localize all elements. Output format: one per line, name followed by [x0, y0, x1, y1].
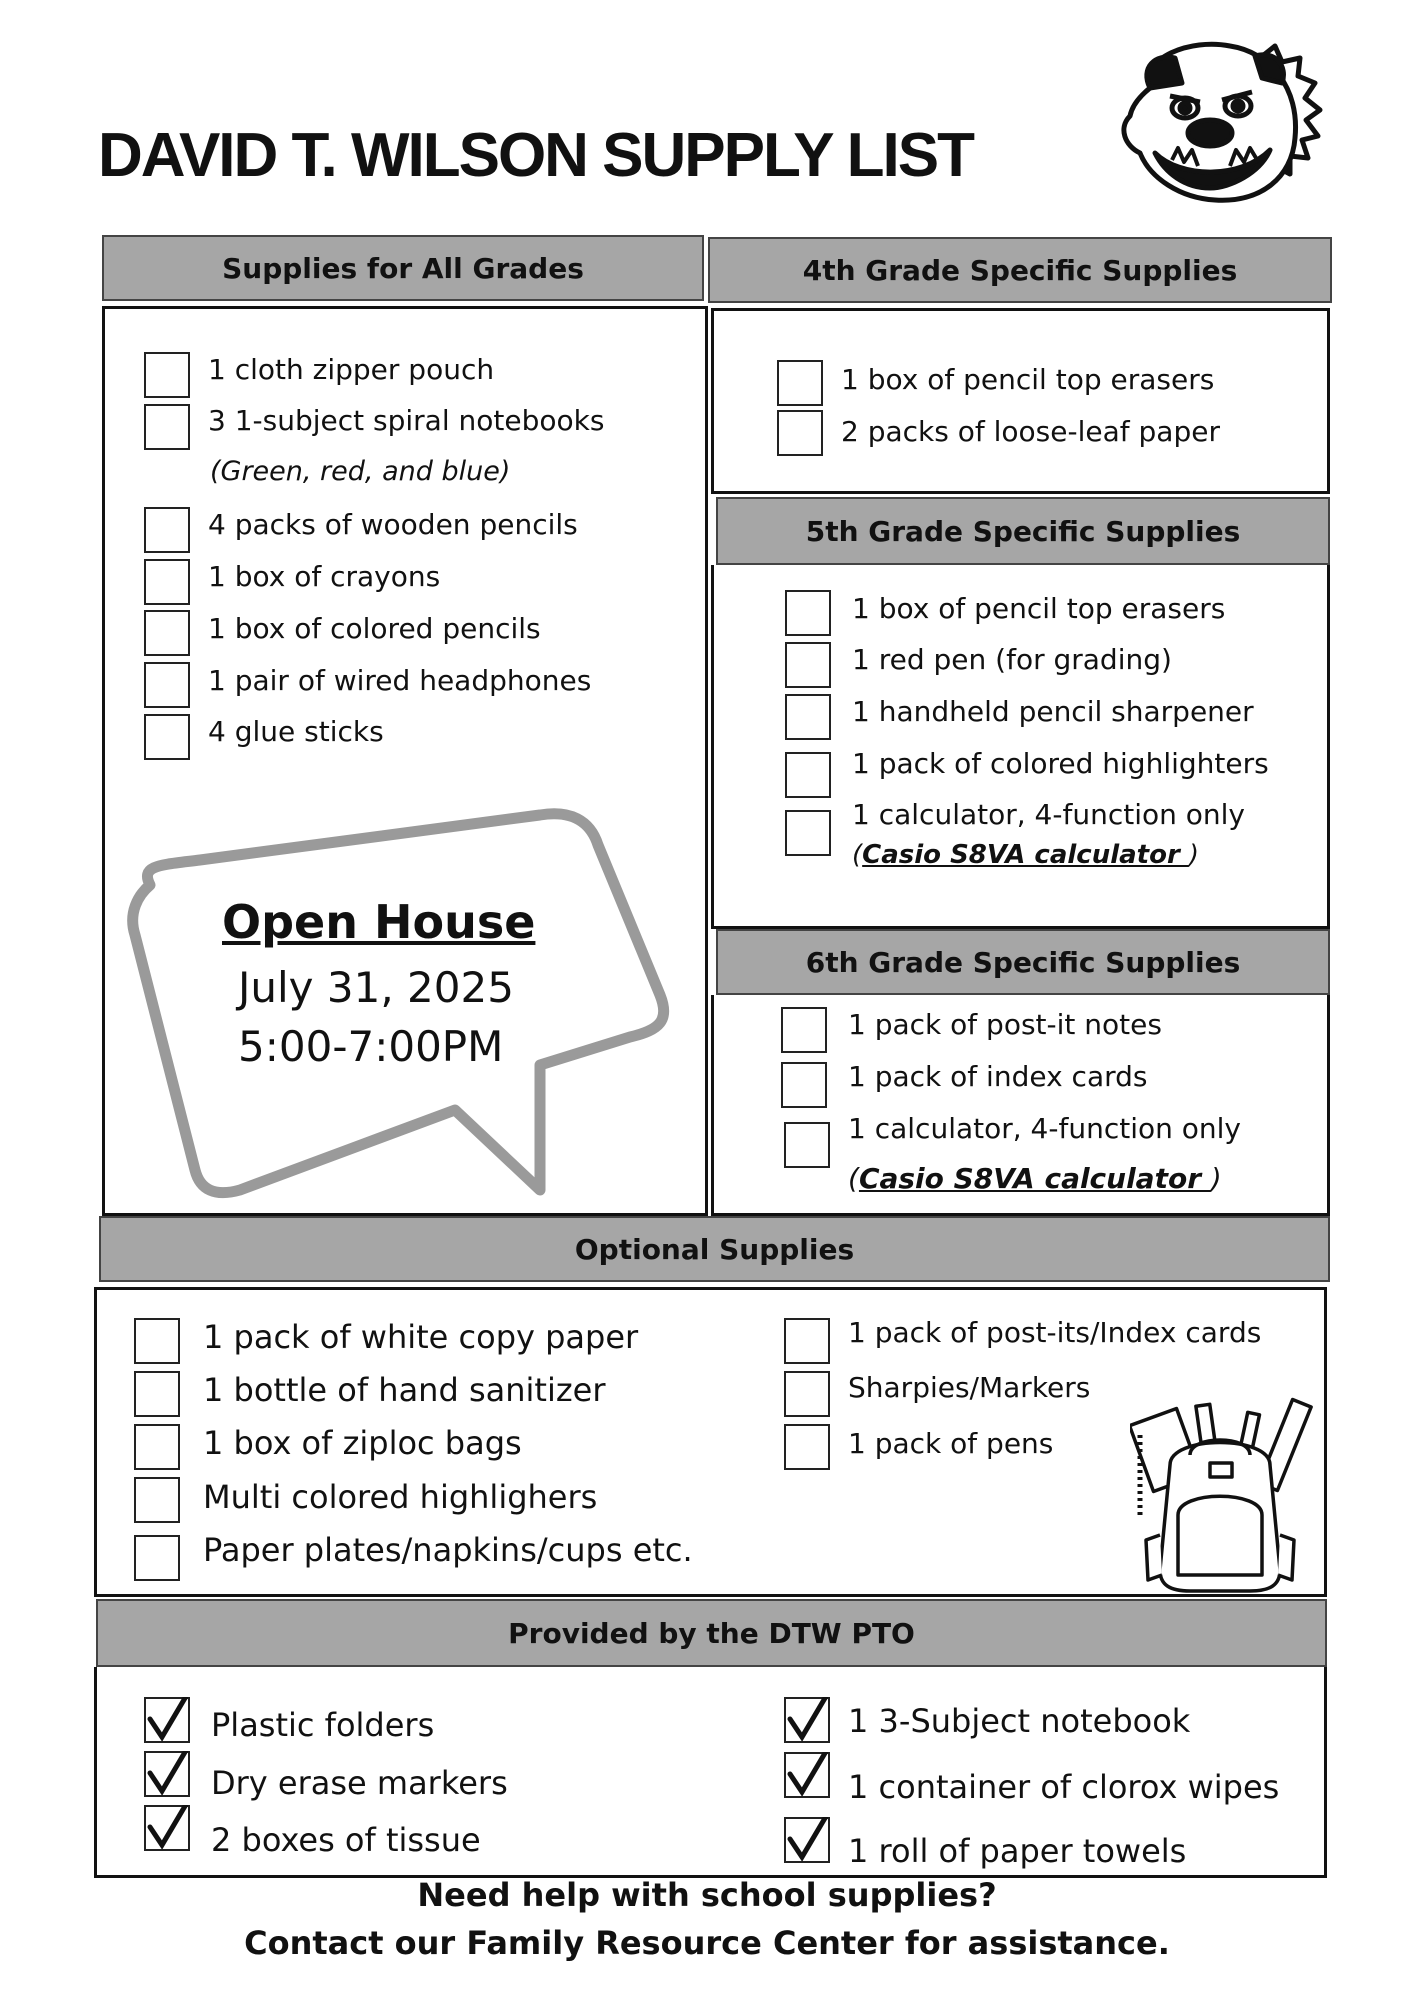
optional-item: Sharpies/Markers: [848, 1371, 1091, 1404]
grade4-header: 4th Grade Specific Supplies: [708, 237, 1332, 303]
open-house-date: July 31, 2025: [238, 963, 514, 1012]
all-grades-item: 1 box of colored pencils: [208, 612, 541, 645]
grade4-checkbox-2[interactable]: [777, 410, 823, 456]
checkmark-icon: [144, 1805, 190, 1851]
grade5-header: 5th Grade Specific Supplies: [716, 497, 1330, 565]
grade4-item: 1 box of pencil top erasers: [841, 363, 1215, 396]
grade5-calc-open: (: [852, 840, 863, 870]
grade6-checkbox-2[interactable]: [781, 1062, 827, 1108]
grade5-calculator-note: [852, 840, 1199, 870]
all-grades-item: 1 cloth zipper pouch: [208, 353, 495, 386]
grade5-calc-close: ): [1188, 840, 1200, 870]
pto-item: Dry erase markers: [211, 1764, 508, 1802]
backpack-icon: [1130, 1395, 1320, 1595]
optional-item: 1 pack of pens: [848, 1427, 1054, 1460]
all-grades-checkbox-1[interactable]: [144, 352, 190, 398]
grade5-calculator-model: Casio S8VA calculator: [862, 840, 1189, 870]
pto-item: 1 container of clorox wipes: [848, 1768, 1280, 1806]
all-grades-checkbox-6[interactable]: [144, 662, 190, 708]
grade6-checkbox-3[interactable]: [784, 1122, 830, 1168]
grade4-checkbox-1[interactable]: [777, 360, 823, 406]
optional-right-checkbox-1[interactable]: [784, 1318, 830, 1364]
checkmark-icon: [784, 1697, 830, 1743]
grade5-checkbox-4[interactable]: [785, 752, 831, 798]
grade5-item: 1 pack of colored highlighters: [852, 747, 1269, 780]
grade5-checkbox-2[interactable]: [785, 642, 831, 688]
optional-right-checkbox-3[interactable]: [784, 1424, 830, 1470]
optional-left-checkbox-4[interactable]: [134, 1477, 180, 1523]
pto-header: Provided by the DTW PTO: [96, 1599, 1327, 1667]
open-house-time: 5:00-7:00PM: [238, 1022, 504, 1071]
grade6-calculator-note: [848, 1162, 1222, 1195]
grade5-item: 1 calculator, 4-function only: [852, 798, 1245, 831]
grade5-checkbox-3[interactable]: [785, 694, 831, 740]
grade6-item: 1 pack of index cards: [848, 1060, 1148, 1093]
grade6-calculator-model: Casio S8VA calculator: [858, 1162, 1211, 1195]
footer-line-2: Contact our Family Resource Center for assistance.: [244, 1924, 1170, 1962]
all-grades-header: Supplies for All Grades: [102, 235, 704, 301]
grade6-header: 6th Grade Specific Supplies: [716, 929, 1330, 995]
all-grades-item: 1 pair of wired headphones: [208, 664, 592, 697]
open-house-title: Open House: [222, 895, 536, 949]
optional-item: 1 bottle of hand sanitizer: [203, 1371, 606, 1409]
optional-item: Multi colored highlighers: [203, 1478, 598, 1516]
optional-item: 1 pack of post-its/Index cards: [848, 1316, 1262, 1349]
all-grades-checkbox-3[interactable]: [144, 507, 190, 553]
optional-item: 1 pack of white copy paper: [203, 1318, 639, 1356]
optional-left-checkbox-2[interactable]: [134, 1371, 180, 1417]
optional-left-checkbox-1[interactable]: [134, 1318, 180, 1364]
optional-right-checkbox-2[interactable]: [784, 1371, 830, 1417]
grade6-item: 1 pack of post-it notes: [848, 1008, 1162, 1041]
notebook-colors-note: (Green, red, and blue): [210, 456, 511, 487]
optional-item: 1 box of ziploc bags: [203, 1424, 522, 1462]
grade6-calc-open: (: [848, 1162, 859, 1195]
optional-item: Paper plates/napkins/cups etc.: [203, 1531, 693, 1569]
footer-line-1: Need help with school supplies?: [417, 1876, 997, 1914]
optional-header: Optional Supplies: [99, 1216, 1330, 1282]
checkmark-icon: [784, 1752, 830, 1798]
grade5-item: 1 red pen (for grading): [852, 643, 1172, 676]
all-grades-checkbox-7[interactable]: [144, 714, 190, 760]
checkmark-icon: [144, 1751, 190, 1797]
grade5-item: 1 box of pencil top erasers: [852, 592, 1226, 625]
grade6-item: 1 calculator, 4-function only: [848, 1112, 1241, 1145]
bulldog-mascot-icon: [1110, 28, 1335, 218]
grade4-item: 2 packs of loose-leaf paper: [841, 415, 1220, 448]
page-title: DAVID T. WILSON SUPPLY LIST: [98, 121, 973, 190]
pto-item: 2 boxes of tissue: [211, 1821, 481, 1859]
pto-item: 1 3-Subject notebook: [848, 1702, 1191, 1740]
all-grades-checkbox-2[interactable]: [144, 404, 190, 450]
grade5-checkbox-1[interactable]: [785, 590, 831, 636]
checkmark-icon: [784, 1817, 830, 1863]
optional-left-checkbox-5[interactable]: [134, 1535, 180, 1581]
pto-item: Plastic folders: [211, 1706, 435, 1744]
all-grades-checkbox-5[interactable]: [144, 610, 190, 656]
all-grades-checkbox-4[interactable]: [144, 559, 190, 605]
all-grades-item: 1 box of crayons: [208, 560, 441, 593]
optional-left-checkbox-3[interactable]: [134, 1424, 180, 1470]
pto-item: 1 roll of paper towels: [848, 1832, 1187, 1870]
grade6-checkbox-1[interactable]: [781, 1007, 827, 1053]
all-grades-item: 4 glue sticks: [208, 715, 384, 748]
checkmark-icon: [144, 1697, 190, 1743]
grade5-item: 1 handheld pencil sharpener: [852, 695, 1254, 728]
grade6-calc-close: ): [1210, 1162, 1222, 1195]
all-grades-item: 4 packs of wooden pencils: [208, 508, 578, 541]
all-grades-item: 3 1-subject spiral notebooks: [208, 404, 605, 437]
grade5-checkbox-5[interactable]: [785, 810, 831, 856]
